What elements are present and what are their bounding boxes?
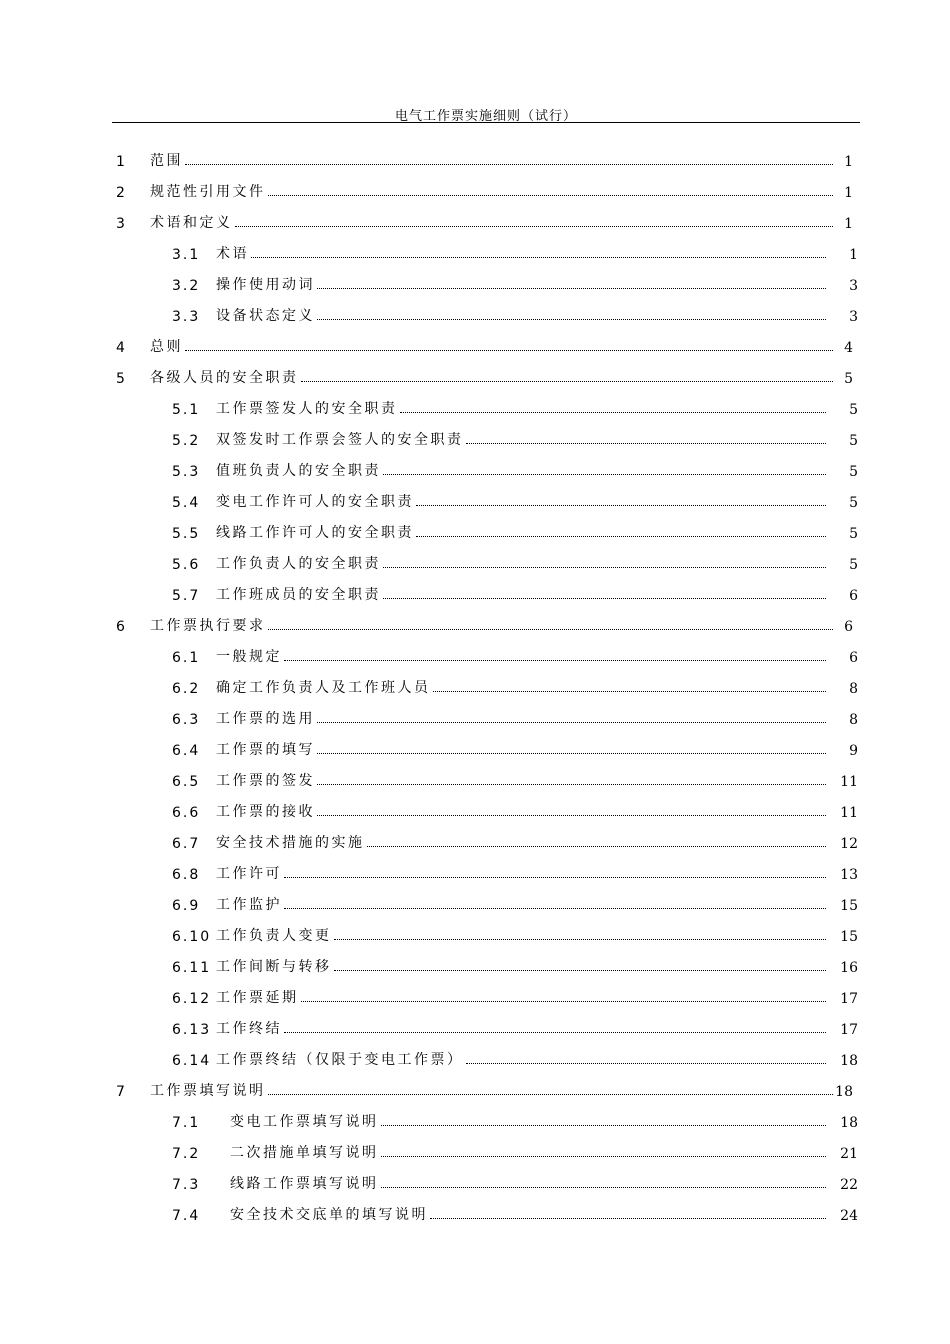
toc-entry-section[interactable] [172, 1010, 858, 1038]
toc-entry-chapter[interactable] [116, 142, 853, 170]
toc-entry-number: 3.3 [172, 309, 201, 325]
toc-entry-number: 5 [116, 371, 125, 387]
toc-entry-section[interactable] [172, 700, 858, 728]
toc-dot-leader [185, 164, 833, 165]
toc-entry-number: 7.2 [172, 1146, 201, 1162]
toc-page-number: 17 [840, 1022, 858, 1038]
toc-page-number: 21 [840, 1146, 858, 1162]
toc-page-number: 12 [840, 836, 858, 852]
toc-entry-title: 变电工作许可人的安全职责 [216, 494, 414, 510]
toc-entry-number: 7.4 [172, 1208, 201, 1224]
toc-dot-leader [317, 815, 826, 816]
toc-entry-section[interactable] [172, 390, 858, 418]
toc-page-number: 1 [849, 247, 858, 263]
toc-entry-title: 设备状态定义 [216, 308, 315, 324]
toc-entry-section[interactable] [172, 235, 858, 263]
toc-dot-leader [251, 257, 826, 258]
toc-entry-section[interactable] [172, 1103, 858, 1131]
toc-entry-number: 4 [116, 340, 125, 356]
toc-dot-leader [334, 939, 827, 940]
toc-entry-number: 6.7 [172, 836, 201, 852]
toc-page-number: 16 [840, 960, 858, 976]
toc-entry-title: 工作票填写说明 [150, 1083, 266, 1099]
toc-entry-number: 6.8 [172, 867, 201, 883]
toc-entry-number: 6.10 [172, 929, 212, 945]
toc-entry-title: 工作票的选用 [216, 711, 315, 727]
toc-dot-leader [381, 1187, 827, 1188]
toc-entry-number: 6.4 [172, 743, 201, 759]
toc-entry-title: 一般规定 [216, 649, 282, 665]
toc-page-number: 6 [849, 650, 858, 666]
toc-entry-title: 工作监护 [216, 897, 282, 913]
toc-page-number: 3 [849, 309, 858, 325]
toc-entry-title: 线路工作票填写说明 [230, 1176, 379, 1192]
toc-entry-title: 术语 [216, 246, 249, 262]
toc-page-number: 5 [849, 495, 858, 511]
toc-page-number: 22 [840, 1177, 858, 1193]
toc-dot-leader [381, 1125, 827, 1126]
toc-entry-section[interactable] [172, 576, 858, 604]
toc-entry-number: 5.6 [172, 557, 201, 573]
toc-entry-number: 2 [116, 185, 125, 201]
toc-page-number: 5 [849, 402, 858, 418]
toc-dot-leader [268, 1094, 834, 1095]
toc-page-number: 8 [849, 712, 858, 728]
toc-entry-title: 工作间断与转移 [216, 959, 332, 975]
toc-page-number: 4 [844, 340, 853, 356]
toc-page-number: 24 [840, 1208, 858, 1224]
toc-page-number: 6 [849, 588, 858, 604]
toc-dot-leader [284, 877, 826, 878]
toc-entry-chapter[interactable] [116, 359, 853, 387]
toc-entry-number: 6.13 [172, 1022, 212, 1038]
toc-entry-number: 6.2 [172, 681, 201, 697]
toc-page-number: 5 [849, 557, 858, 573]
toc-entry-section[interactable] [172, 793, 858, 821]
toc-entry-number: 5.2 [172, 433, 201, 449]
toc-page-number: 5 [849, 526, 858, 542]
toc-page-number: 5 [844, 371, 853, 387]
toc-entry-number: 6.6 [172, 805, 201, 821]
toc-dot-leader [317, 784, 826, 785]
toc-page-number: 17 [840, 991, 858, 1007]
toc-entry-section[interactable] [172, 731, 858, 759]
toc-dot-leader [185, 350, 833, 351]
toc-entry-title: 值班负责人的安全职责 [216, 463, 381, 479]
toc-entry-number: 6.14 [172, 1053, 212, 1069]
toc-page-number: 5 [849, 433, 858, 449]
toc-entry-chapter[interactable] [116, 328, 853, 356]
toc-entry-title: 工作票的签发 [216, 773, 315, 789]
toc-dot-leader [367, 846, 827, 847]
toc-page-number: 18 [840, 1115, 858, 1131]
toc-dot-leader [466, 1063, 827, 1064]
toc-dot-leader [284, 908, 826, 909]
toc-entry-number: 6.9 [172, 898, 201, 914]
toc-entry-title: 安全技术措施的实施 [216, 835, 365, 851]
toc-entry-number: 6.1 [172, 650, 201, 666]
toc-entry-title: 工作终结 [216, 1021, 282, 1037]
toc-dot-leader [383, 598, 826, 599]
toc-entry-section[interactable] [172, 421, 858, 449]
toc-entry-section[interactable] [172, 545, 858, 573]
toc-entry-number: 6 [116, 619, 125, 635]
toc-page-number: 9 [849, 743, 858, 759]
toc-dot-leader [301, 381, 834, 382]
toc-dot-leader [416, 536, 826, 537]
toc-entry-title: 工作负责人变更 [216, 928, 332, 944]
toc-entry-section[interactable] [172, 762, 858, 790]
toc-page-number: 6 [844, 619, 853, 635]
toc-entry-number: 1 [116, 154, 125, 170]
toc-entry-number: 6.5 [172, 774, 201, 790]
toc-entry-number: 3.2 [172, 278, 201, 294]
toc-entry-section[interactable] [172, 266, 858, 294]
toc-entry-title: 安全技术交底单的填写说明 [230, 1207, 428, 1223]
toc-dot-leader [235, 226, 834, 227]
toc-entry-title: 范围 [150, 153, 183, 169]
toc-dot-leader [317, 319, 826, 320]
toc-dot-leader [400, 412, 827, 413]
toc-entry-section[interactable] [172, 979, 858, 1007]
toc-entry-title: 总则 [150, 339, 183, 355]
toc-entry-title: 工作票的填写 [216, 742, 315, 758]
toc-entry-section[interactable] [172, 824, 858, 852]
toc-entry-section[interactable] [172, 1134, 858, 1162]
toc-page-number: 18 [840, 1053, 858, 1069]
toc-entry-title: 工作许可 [216, 866, 282, 882]
toc-entry-number: 5.1 [172, 402, 201, 418]
toc-entry-section[interactable] [172, 855, 858, 883]
toc-page-number: 5 [849, 464, 858, 480]
toc-entry-section[interactable] [172, 669, 858, 697]
header-title: 电气工作票实施细则（试行） [394, 109, 577, 124]
toc-entry-number: 3.1 [172, 247, 201, 263]
toc-page-number: 13 [840, 867, 858, 883]
toc-page-number: 11 [840, 805, 858, 821]
toc-entry-title: 二次措施单填写说明 [230, 1145, 379, 1161]
toc-entry-number: 6.12 [172, 991, 212, 1007]
toc-entry-title: 规范性引用文件 [150, 184, 266, 200]
toc-entry-number: 5.5 [172, 526, 201, 542]
toc-entry-section[interactable] [172, 886, 858, 914]
toc-entry-section[interactable] [172, 1041, 858, 1069]
toc-entry-chapter[interactable] [116, 607, 853, 635]
toc-entry-number: 5.4 [172, 495, 201, 511]
toc-entry-title: 工作票签发人的安全职责 [216, 401, 398, 417]
toc-entry-title: 各级人员的安全职责 [150, 370, 299, 386]
toc-entry-title: 线路工作许可人的安全职责 [216, 525, 414, 541]
toc-entry-title: 工作票执行要求 [150, 618, 266, 634]
toc-entry-number: 7.3 [172, 1177, 201, 1193]
toc-dot-leader [433, 691, 827, 692]
toc-entry-title: 变电工作票填写说明 [230, 1114, 379, 1130]
toc-entry-section[interactable] [172, 948, 858, 976]
toc-dot-leader [430, 1218, 826, 1219]
toc-page-number: 18 [835, 1084, 853, 1100]
toc-entry-title: 双签发时工作票会签人的安全职责 [216, 432, 464, 448]
toc-page-number: 11 [840, 774, 858, 790]
toc-entry-number: 7.1 [172, 1115, 201, 1131]
toc-page-number: 1 [844, 216, 853, 232]
toc-dot-leader [381, 1156, 827, 1157]
toc-entry-section[interactable] [172, 514, 858, 542]
toc-entry-chapter[interactable] [116, 204, 853, 232]
toc-dot-leader [383, 567, 826, 568]
toc-entry-title: 工作票延期 [216, 990, 299, 1006]
toc-entry-section[interactable] [172, 1165, 858, 1193]
toc-dot-leader [268, 195, 834, 196]
toc-entry-title: 操作使用动词 [216, 277, 315, 293]
toc-entry-title: 工作班成员的安全职责 [216, 587, 381, 603]
toc-entry-title: 工作负责人的安全职责 [216, 556, 381, 572]
toc-entry-title: 工作票的接收 [216, 804, 315, 820]
toc-dot-leader [284, 1032, 826, 1033]
toc-entry-number: 6.3 [172, 712, 201, 728]
toc-entry-chapter[interactable] [116, 1072, 853, 1100]
toc-entry-title: 工作票终结（仅限于变电工作票） [216, 1052, 464, 1068]
header-rule [112, 122, 860, 123]
toc-entry-title: 术语和定义 [150, 215, 233, 231]
toc-entry-number: 3 [116, 216, 125, 232]
toc-entry-section[interactable] [172, 917, 858, 945]
toc-dot-leader [317, 288, 826, 289]
toc-entry-section[interactable] [172, 483, 858, 511]
toc-page-number: 8 [849, 681, 858, 697]
toc-dot-leader [268, 629, 834, 630]
toc-entry-number: 7 [116, 1084, 125, 1100]
toc-dot-leader [383, 474, 826, 475]
toc-page-number: 3 [849, 278, 858, 294]
toc-dot-leader [284, 660, 826, 661]
toc-entry-number: 6.11 [172, 960, 212, 976]
toc-entry-section[interactable] [172, 1196, 858, 1224]
toc-entry-number: 5.3 [172, 464, 201, 480]
toc-page-number: 15 [840, 929, 858, 945]
toc-page-number: 15 [840, 898, 858, 914]
toc-entry-section[interactable] [172, 638, 858, 666]
toc-entry-chapter[interactable] [116, 173, 853, 201]
toc-dot-leader [466, 443, 827, 444]
toc-dot-leader [334, 970, 827, 971]
toc-entry-title: 确定工作负责人及工作班人员 [216, 680, 431, 696]
toc-dot-leader [301, 1001, 827, 1002]
toc-page-number: 1 [844, 154, 853, 170]
toc-dot-leader [317, 753, 826, 754]
toc-dot-leader [317, 722, 826, 723]
toc-dot-leader [416, 505, 826, 506]
toc-page-number: 1 [844, 185, 853, 201]
toc-entry-number: 5.7 [172, 588, 201, 604]
toc-entry-section[interactable] [172, 297, 858, 325]
toc-entry-section[interactable] [172, 452, 858, 480]
